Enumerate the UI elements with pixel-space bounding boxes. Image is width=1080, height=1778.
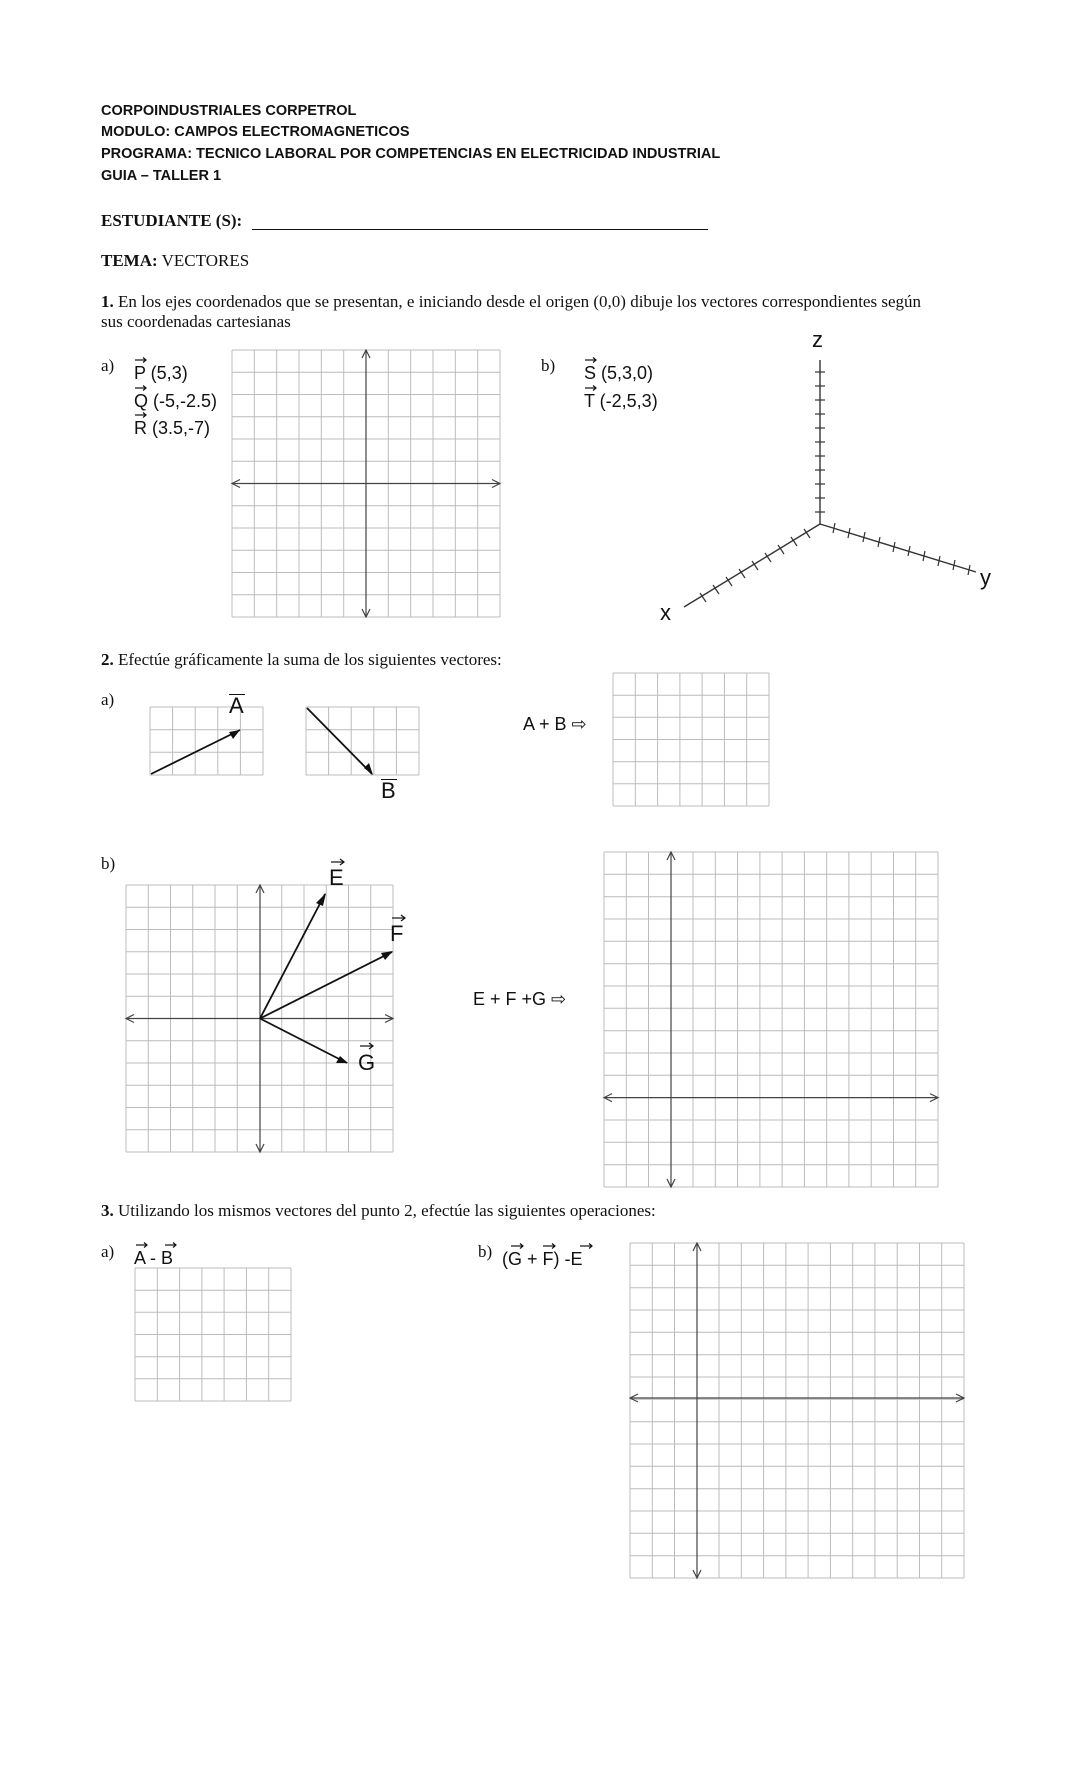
q1-text: En los ejes coordenados que se presentan, e iniciando desde el origen (0,0) dibuje los vectores correspondientes según xyxy=(118,292,922,311)
axes-3d-lines xyxy=(684,360,976,607)
vector-e-arrowhead xyxy=(316,893,326,906)
vector-q-text: Q (-5,-2.5) xyxy=(134,391,218,411)
q2-number: 2. xyxy=(101,650,114,669)
q1b-label: b) xyxy=(541,356,556,375)
q2b-operation: E + F +G ⇨ xyxy=(473,989,567,1009)
q3-number: 3. xyxy=(101,1201,114,1220)
vector-g-label: G xyxy=(358,1050,376,1075)
q2-statement xyxy=(101,650,502,670)
header-institution: CORPOINDUSTRIALES CORPETROL xyxy=(101,103,357,119)
topic-label: TEMA: xyxy=(101,251,158,270)
q2a-label: a) xyxy=(101,690,115,709)
axes-3d-ticks xyxy=(700,372,970,602)
grid-vector-a xyxy=(150,707,263,775)
axis-z-label: z xyxy=(812,327,823,352)
q1a-label: a) xyxy=(101,356,115,375)
header-module: MODULO: CAMPOS ELECTROMAGNETICOS xyxy=(101,124,410,140)
q3a-label: a) xyxy=(101,1242,115,1261)
q3b-label: b) xyxy=(478,1242,493,1261)
grid-q2b-answer[interactable] xyxy=(604,852,938,1187)
grid-vector-b xyxy=(306,707,419,775)
topic-value: VECTORES xyxy=(161,251,250,270)
q1-text-continued: sus coordenadas cartesianas xyxy=(101,312,291,331)
vector-t-text: T (-2,5,3) xyxy=(584,391,658,411)
q3a-operation: A - B xyxy=(134,1248,174,1268)
grid-q3b-answer[interactable] xyxy=(630,1243,964,1578)
axis-y-label: y xyxy=(980,565,991,590)
q1a-vector-overarrows xyxy=(134,357,154,447)
vector-b-arrowhead xyxy=(364,763,373,775)
q1b-vector-overarrows xyxy=(584,357,604,397)
header-guide: GUIA – TALLER 1 xyxy=(101,168,222,184)
axes-3d[interactable] xyxy=(670,330,1000,640)
q3-text: Utilizando los mismos vectores del punto 2, efectúe las siguientes operaciones: xyxy=(118,1201,656,1220)
q2b-label: b) xyxy=(101,854,116,873)
vector-r-text: R (3.5,-7) xyxy=(134,418,211,438)
q3b-overarrows xyxy=(502,1242,602,1254)
vector-s-text: S (5,3,0) xyxy=(584,363,654,383)
vector-b-label: B xyxy=(381,778,396,803)
vector-e-label: E xyxy=(329,865,344,890)
grid-q2a-answer[interactable] xyxy=(613,673,769,806)
student-name-line[interactable] xyxy=(252,229,708,230)
vector-g-arrowhead xyxy=(336,1056,348,1063)
q3a-overarrows xyxy=(134,1241,184,1253)
grid-q1a[interactable] xyxy=(232,350,500,617)
axis-x-label: x xyxy=(660,600,671,625)
q2b-vector-overarrows xyxy=(329,855,419,1055)
vector-f-label: F xyxy=(390,921,404,946)
q2a-operation: A + B ⇨ xyxy=(523,714,587,734)
topic-line xyxy=(101,251,249,271)
vector-a-label: A xyxy=(229,693,244,718)
header-program: PROGRAMA: TECNICO LABORAL POR COMPETENCIAS EN ELECTRICIDAD INDUSTRIAL xyxy=(101,146,721,162)
q1-statement xyxy=(101,292,921,312)
vector-a-arrowhead xyxy=(229,730,240,739)
vector-a-overbar xyxy=(229,694,245,695)
q3b-operation: (G + F) -E xyxy=(502,1249,583,1269)
grid-q3a-answer[interactable] xyxy=(135,1268,291,1401)
vector-p-text: P (5,3) xyxy=(134,363,188,383)
student-label: ESTUDIANTE (S): xyxy=(101,211,243,230)
q3-statement xyxy=(101,1201,656,1221)
vector-b-overbar xyxy=(381,779,397,780)
vector-e-line xyxy=(260,894,325,1019)
grid-q1a-axes xyxy=(232,350,500,617)
vector-b-line xyxy=(307,708,372,774)
q2-text: Efectúe gráficamente la suma de los siguientes vectores: xyxy=(118,650,502,669)
q1-number: 1. xyxy=(101,292,114,311)
